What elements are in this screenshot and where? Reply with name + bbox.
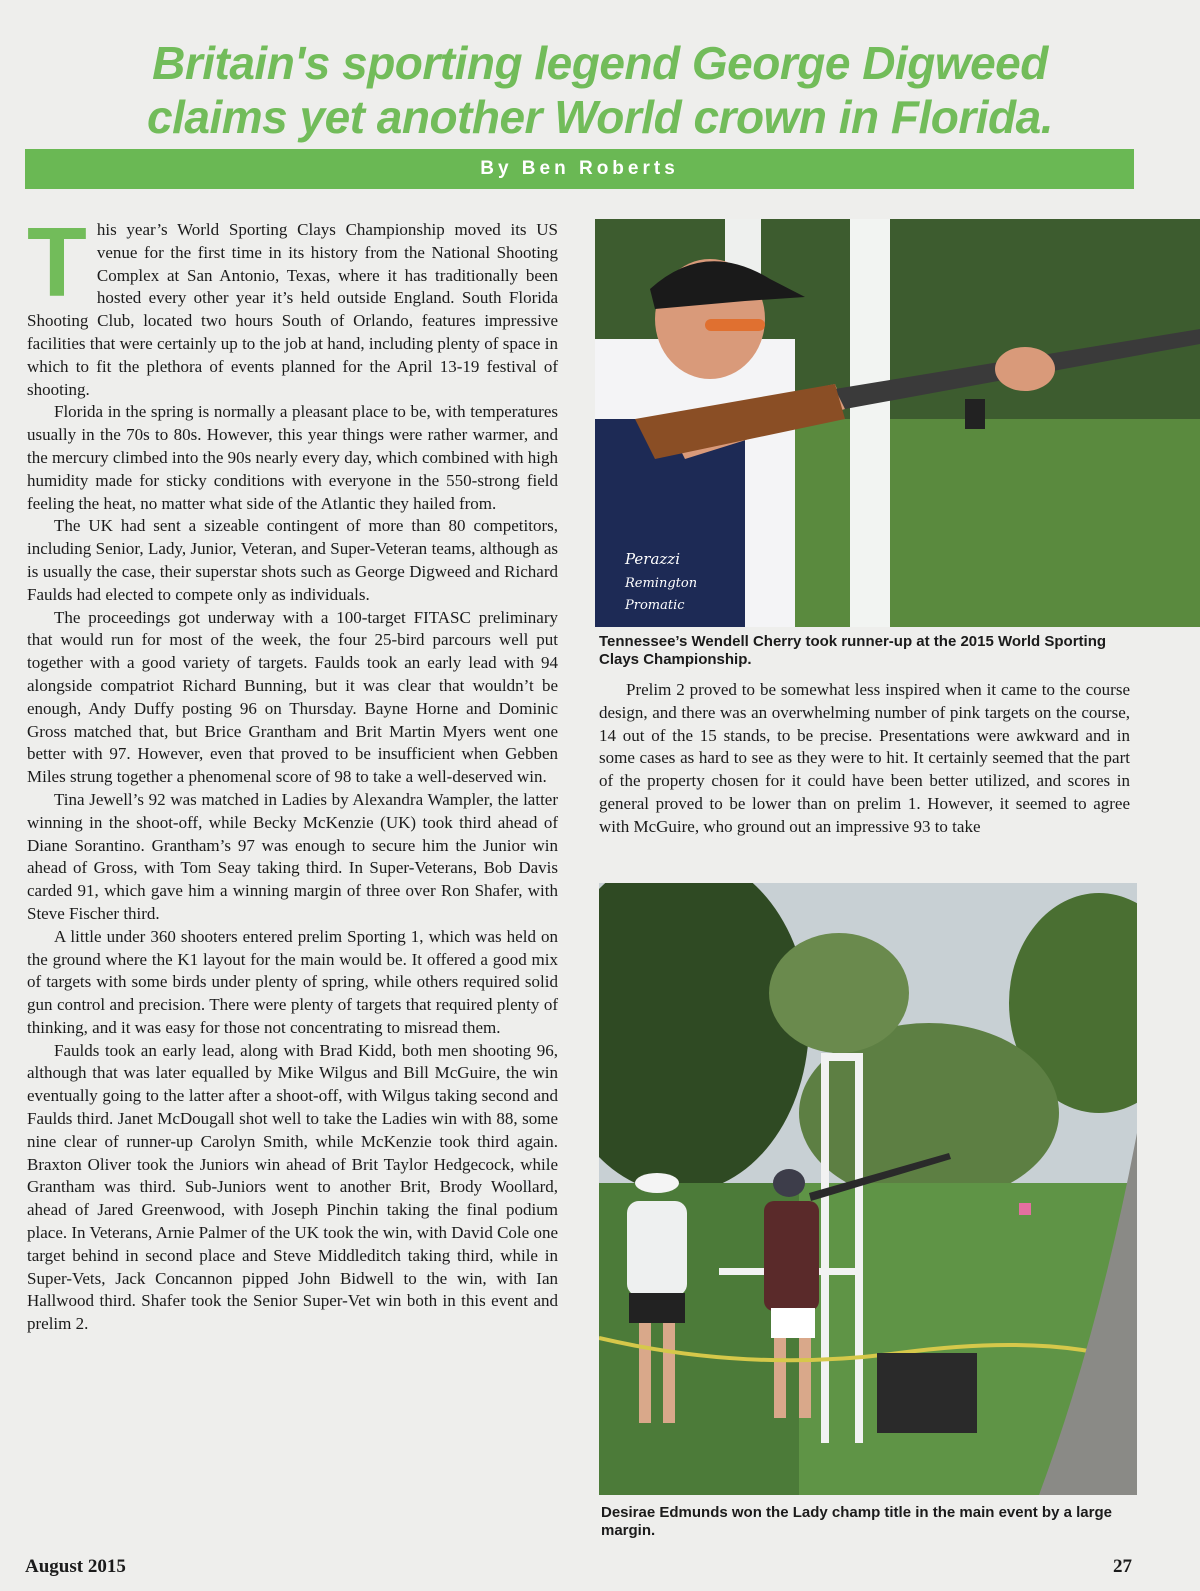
article-paragraph-5: Tina Jewell’s 92 was matched in Ladies by Alexandra Wampler, the latter winning in the shoot-off, while Becky McKenzie (UK) took third ahead of Diane Sorantino. Grantham’s 97 was enough to secure him the Junior win ahead of Gross, with Tom Seay taking third. In Super-Veterans, Bob Davis carded 91, which gave him a winning margin of three over Ron Shafer, with Steve Fischer third. <box>27 789 558 923</box>
article-paragraph-4: The proceedings got underway with a 100-target FITASC preliminary that would run for most of the week, the four 25-bird parcours well put together with a good variety of targets. Faulds took an early lead with 94 alongside compatriot Richard Bunning, but it was clear that wouldn’t be enough, Andy Duffy posting 96 on Thursday. Bayne Horne and Dominic Gross matched that, but Brice Grantham and Brit Martin Myers went one better with 97. However, even that proved to be insufficient when Gebben Miles strung together a phenomenal score of 98 to take a well-deserved win. <box>27 607 558 787</box>
photo-1-caption: Tennessee’s Wendell Cherry took runner-up at the 2015 World Sporting Clays Championship. <box>599 633 1107 668</box>
footer-page-number: 27 <box>1113 1556 1132 1577</box>
photo-wendell-cherry <box>595 219 1200 627</box>
vest-text-promatic: Promatic <box>625 598 685 613</box>
vest-text-remington: Remington <box>625 576 698 591</box>
byline-text: By Ben Roberts <box>480 158 679 179</box>
headline <box>40 36 1160 144</box>
article-paragraph-2: Florida in the spring is normally a pleasant place to be, with temperatures usually in the 70s to 80s. However, this year things were rather warmer, and the mercury climbed into the 90s nearly every day, which combined with high humidity made for sticky conditions with everyone in the 550-strong field feeling the heat, no matter what side of the Atlantic they hailed from. <box>27 402 558 513</box>
footer-issue-date: August 2015 <box>25 1556 126 1577</box>
article-paragraph-7: Faulds took an early lead, along with Brad Kidd, both men shooting 96, although that was later equalled by Mike Wilgus and Bill McGuire, the win eventually going to the latter after a shoot-off, with Wilgus taking second and Faulds third. Janet McDougall shot well to take the Ladies win with 88, some nine clear of runner-up Carolyn Smith, while McKenzie took third again. Braxton Oliver took the Juniors win ahead of Brit Taylor Hedgecock, while Grantham was third. Sub-Juniors went to another Brit, Brody Woollard, ahead of Jared Greenwood, with Joseph Pinchin taking the final podium place. In Veterans, Arnie Palmer of the UK took the win, with David Cole one target behind in second place and Steve Middleditch taking third, while in Super-Vets, Jack Concannon pipped John Bidwell to the win, with Ian Hallwood third. Shafer took the Senior Super-Vet win both in this event and prelim 2. <box>27 1040 558 1334</box>
photo-2-caption: Desirae Edmunds won the Lady champ title in the main event by a large margin. <box>601 1504 1112 1539</box>
article-right-column <box>599 679 1130 839</box>
article-paragraph-1: his year’s World Sporting Clays Championship moved its US venue for the first time in its history from the National Shooting Complex at San Antonio, Texas, where it has traditionally been hosted every other year it’s held outside England. South Florida Shooting Club, located two hours South of Orlando, features impressive facilities that were certainly up to the job at hand, including plenty of space in which to fit the plethora of events planned for the April 13-19 festival of shooting. <box>27 220 558 399</box>
vest-text-perazzi: Perazzi <box>625 550 681 568</box>
article-paragraph-8: Prelim 2 proved to be somewhat less inspired when it came to the course design, and there was an overwhelming number of pink targets on the course, 14 out of the 15 stands, to be precise. Presentations were awkward and in some cases as hard to see as they were to hit. It certainly seemed that the part of the property chosen for it could have been better utilized, and scores in general proved to be lower than on prelim 1. However, it seemed to agree with McGuire, who ground out an impressive 93 to take <box>599 680 1130 836</box>
article-paragraph-3: The UK had sent a sizeable contingent of more than 80 competitors, including Senior, Lady, Junior, Veteran, and Super-Veteran teams, although as is usually the case, their superstar shots such as George Digweed and Richard Faulds had elected to compete only as individuals. <box>27 516 558 604</box>
photo-desirae-edmunds <box>599 883 1137 1495</box>
article-left-column <box>27 207 558 1336</box>
drop-cap: T <box>27 207 87 317</box>
byline-bar <box>25 149 1134 189</box>
headline-line-1: Britain's sporting legend George Digweed <box>152 37 1048 89</box>
article-paragraph-6: A little under 360 shooters entered prelim Sporting 1, which was held on the ground where the K1 layout for the main would be. It offered a good mix of targets with some birds under plenty of spring, while others required solid gun control and precision. There were plenty of targets that required plenty of thinking, and it was easy for those not concentrating to misread them. <box>27 926 558 1037</box>
headline-line-2: claims yet another World crown in Florida. <box>147 91 1053 143</box>
